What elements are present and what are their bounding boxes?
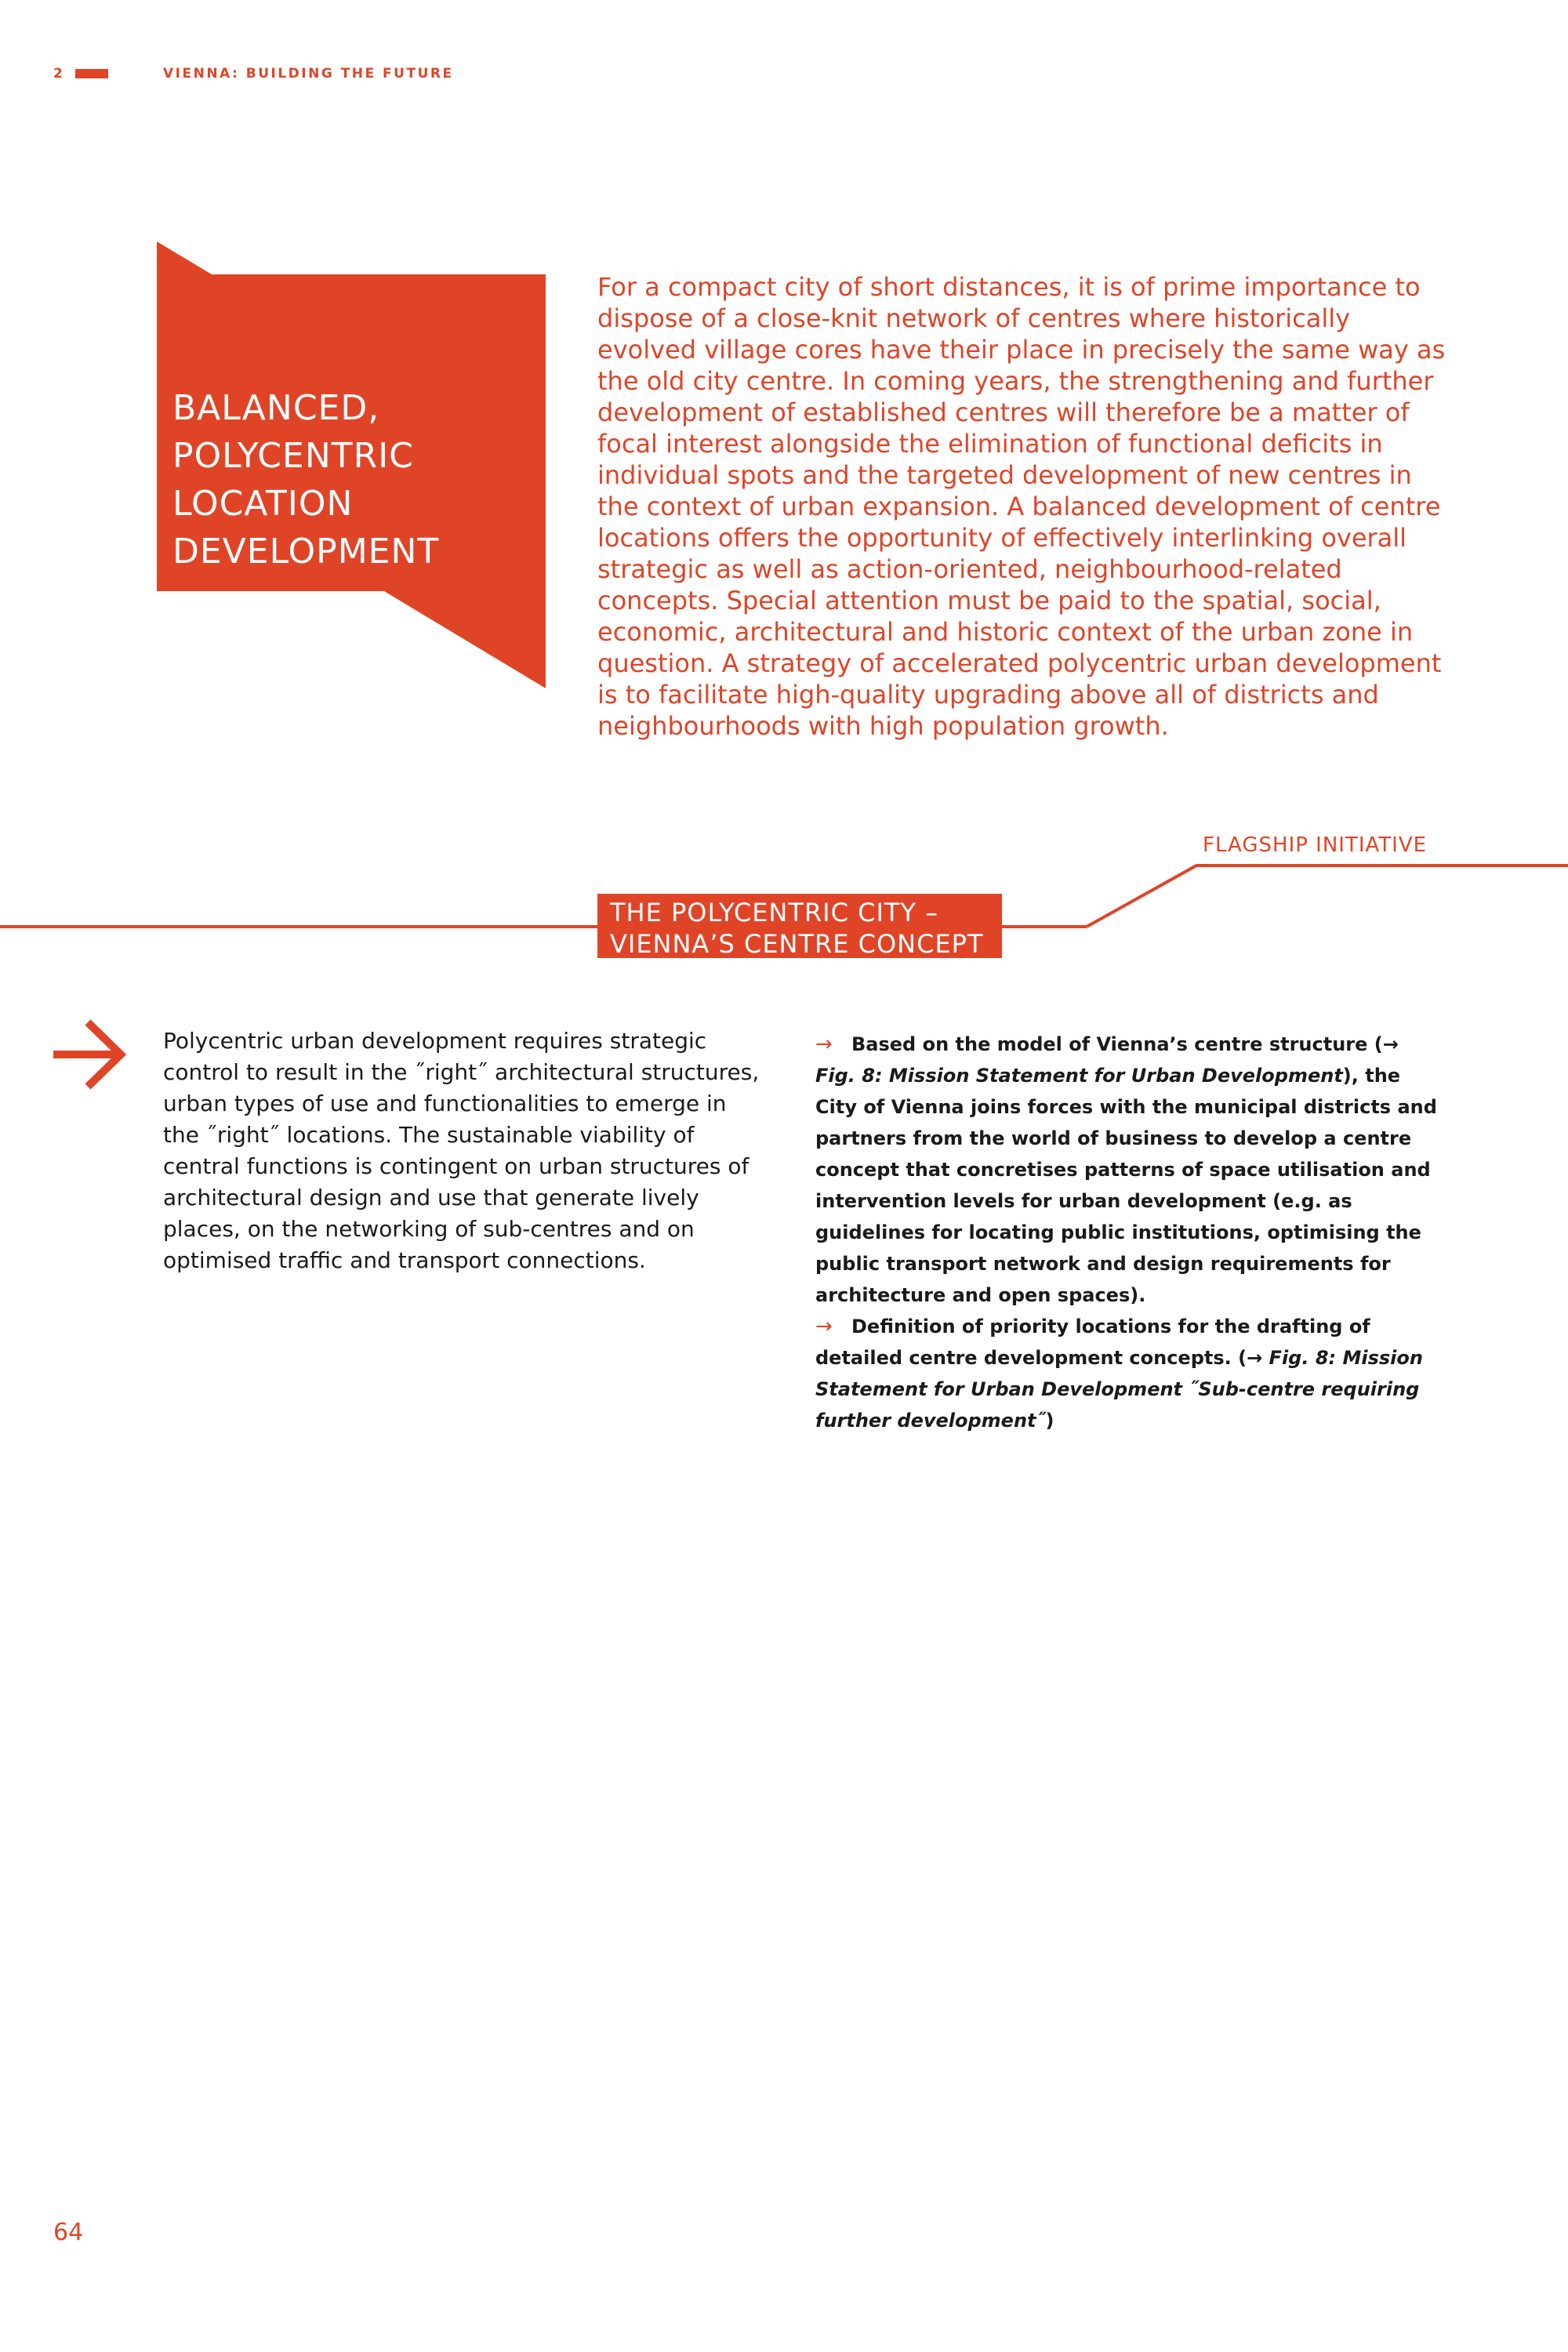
figure-reference: Fig. 8: Mission Statement for Urban Development ˝Sub-centre requiring further development˝ (815, 1347, 1423, 1432)
section-title-line-2: POLYCENTRIC (172, 436, 414, 476)
arrow-right-icon: → (815, 1033, 833, 1056)
reference-arrow: → (1382, 1033, 1399, 1055)
section-title-line-1: BALANCED, (172, 388, 380, 428)
list-item (815, 1311, 1443, 1436)
section-title (172, 384, 533, 575)
flagship-title-line-2: VIENNA’S CENTRE CONCEPT (610, 929, 984, 959)
body-paragraph: Polycentric urban development requires strategic control to result in the ˝right˝ architectural structures, urban types of use and functionalities to emerge in the ˝right˝ locations. The sustainable viability of central functions is contingent on urban structures of architectural design and use that generate lively places, on the networking of sub-centres and on optimised traffic and transport connections. (163, 1028, 760, 1273)
bullet-text: Based on the model of Vienna’s centre structure ( (851, 1033, 1383, 1055)
chapter-marker-bar (75, 69, 108, 78)
chapter-title: VIENNA: BUILDING THE FUTURE (163, 66, 454, 82)
section-title-line-4: DEVELOPMENT (172, 532, 440, 572)
bullet-list (815, 1029, 1443, 1436)
flagship-label: FLAGSHIP INITIATIVE (1203, 833, 1428, 857)
arrow-right-icon (52, 1019, 130, 1090)
intro-paragraph: For a compact city of short distances, it is of prime importance to dispose of a close-knit network of centres where historically evolved village cores have their place in precisely the same way as the old city centre. In coming years, the strengthening and further development of established centres will therefore be a matter of focal interest alongside the elimination of functional deficits in individual spots and the targeted development of new centres in the context of urban expansion. A balanced development of centre locations offers the opportunity of effectively interlinking overall strategic as well as action-oriented, neighbourhood-related concepts. Special attention must be paid to the spatial, social, economic, architectural and historic context of the urban zone in question. A strategy of accelerated polycentric urban development is to facilitate high-quality upgrading above all of districts and neighbourhoods with high population growth. (597, 272, 1446, 741)
flagship-title (610, 897, 1002, 960)
chapter-number: 2 (53, 66, 64, 82)
arrow-right-icon: → (815, 1315, 833, 1338)
bullet-text-continued: ), the City of Vienna joins forces with the municipal districts and partners from the world of business to develop a centre concept that concretises patterns of space utilisation and intervention levels for urban development (e.g. as guidelines for locating public institutions, optimising the public transport network and design requirements for architecture and open spaces). (815, 1065, 1437, 1306)
flagship-title-line-1: THE POLYCENTRIC CITY – (610, 898, 939, 927)
bullet-text: Definition of priority locations for the drafting of detailed centre development concepts. ( (815, 1316, 1370, 1369)
bullet-text-continued: ) (1045, 1410, 1054, 1432)
page-number: 64 (53, 2219, 84, 2246)
figure-reference: Fig. 8: Mission Statement for Urban Development (815, 1065, 1343, 1087)
section-title-line-3: LOCATION (172, 484, 354, 524)
reference-arrow: → (1247, 1347, 1269, 1369)
list-item (815, 1029, 1443, 1311)
